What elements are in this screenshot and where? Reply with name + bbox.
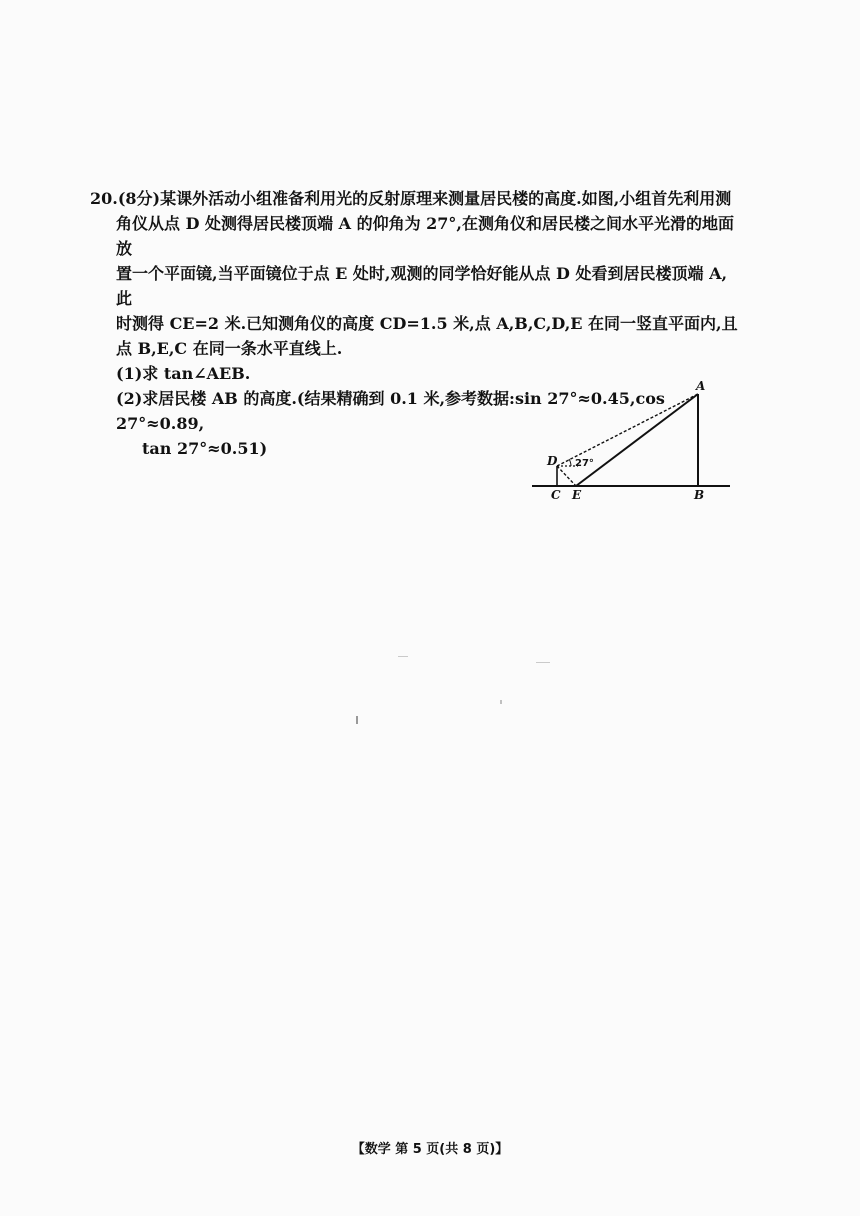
problem-number: 20.: [90, 189, 118, 208]
label-a: A: [696, 379, 706, 393]
sub-question-1: (1)求 tan∠AEB.: [116, 364, 251, 383]
scan-speck: [398, 656, 408, 657]
label-b: B: [694, 488, 705, 502]
angle-label: 27°: [575, 458, 594, 469]
problem-stem-line-4: 时测得 CE=2 米.已知测角仪的高度 CD=1.5 米,点 A,B,C,D,E 在同一竖直平面内,且: [116, 314, 738, 333]
geometry-figure: [520, 378, 740, 508]
scan-speck: [536, 662, 550, 663]
scan-speck: [500, 700, 502, 704]
page-footer: 【数学 第 5 页(共 8 页)】: [351, 1142, 509, 1157]
problem-stem-line-3: 置一个平面镜,当平面镜位于点 E 处时,观测的同学恰好能从点 D 处看到居民楼顶端 A,此: [116, 264, 728, 308]
problem-stem-line-1: [90, 186, 740, 211]
problem-score: (8分): [117, 189, 161, 208]
problem-stem-line-5: 点 B,E,C 在同一条水平直线上.: [116, 339, 343, 358]
sub-question-2: (2)求居民楼 AB 的高度.(结果精确到 0.1 米,参考数据:sin 27°≈0.45,cos 27°≈0.89,: [116, 389, 665, 433]
angle-arc: [569, 459, 571, 466]
reflection-line-de: [557, 466, 576, 486]
sub-question-2-continued: tan 27°≈0.51): [142, 439, 268, 458]
label-d: D: [547, 454, 558, 468]
label-e: E: [572, 488, 582, 502]
problem-stem-line-2: 角仪从点 D 处测得居民楼顶端 A 的仰角为 27°,在测角仪和居民楼之间水平光滑的地面放: [116, 214, 734, 258]
label-c: C: [551, 488, 561, 502]
sight-line-da: [557, 394, 698, 466]
scan-speck: [356, 716, 358, 724]
stem-text-1: 某课外活动小组准备利用光的反射原理来测量居民楼的高度.如图,小组首先利用测: [160, 189, 732, 208]
reflection-line-ea: [576, 394, 698, 486]
